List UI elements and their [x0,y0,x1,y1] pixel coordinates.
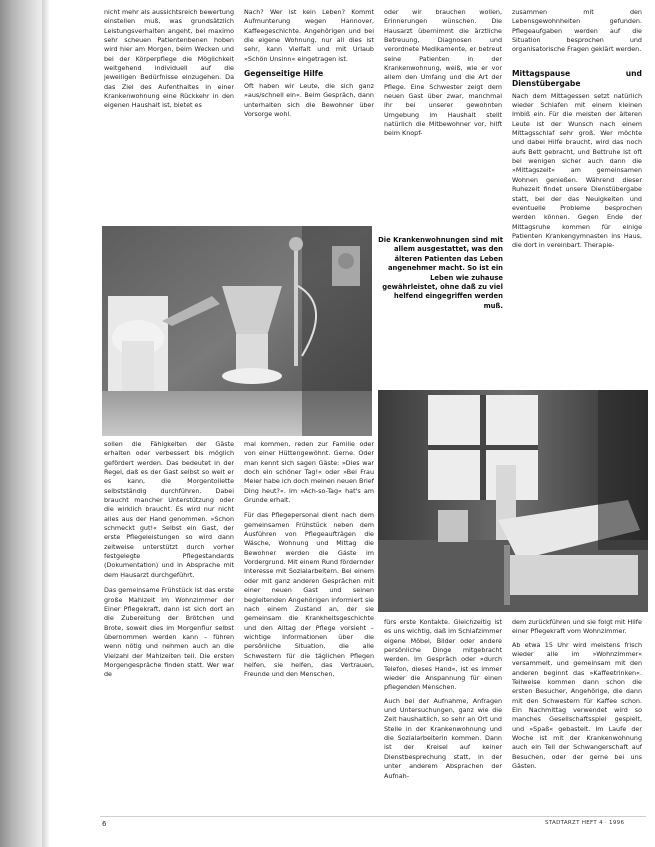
paragraph: mal kommen, reden zur Familie oder von einer Hüttengewöhnt. Gerne. Oder man kennt sich sagen Gäste: »Dies war doch ein schöner Tag!« oder »Bei Frau Meier habe ich doch meinen neuen Brief Ding heut?«. Im »Ach-so-Tag« hat's am Grunde erhalt. [244,440,374,505]
section-heading-mittagspause: Mittagspause und Dienstübergabe [512,68,642,88]
bedroom-photo-illustration [378,390,648,612]
column-1-bottom [104,440,234,814]
column-1-top [104,8,234,226]
column-2-top [244,8,374,220]
bathroom-photo-illustration [102,226,372,436]
column-3-top [384,8,502,196]
paragraph: Nach? Wer ist kein Leben? Kommt Aufmunterung wegen Hannover, Kaffeegeschichte. Angehörigen und bei die eigene Wohnung, nur all dies ist sehr, kann Vielfalt und mit Urlaub »Schön Unsinn« eingetragen ist. [244,8,374,63]
column-2-bottom [244,440,374,814]
page-number: 6 [102,820,107,828]
footer-rule [100,816,646,817]
column-4-bottom [512,618,642,814]
paragraph: Das gemeinsame Frühstück ist das erste große Mahlzeit im Wohnzimmer der Einer Pflegekraft, dann ist sich dort an die Zubereitung der Brötchen und Brote, soweit dies im Morgenflur selbst übernommen werden kann – führen wenn nötig und nehmen auch an die Vielzahl der Mahlzeiten teil. Die ersten Morgengespräche finden statt. Wer war de [104,586,234,679]
paragraph: zusammen mit den Lebensgewohnheiten gefunden. Pflegeaufgaben werden auf die Situation besprochen und organisatorische Fragen geklärt werden. [512,8,642,54]
column-4-top [512,8,642,360]
paragraph: sollen die Fähigkeiten der Gäste erhalten oder verbessert bis möglich gefördert werden. Das bedeutet in der Regel, daß es der Gast selbst so weit er es kann, die Morgentoilette selbstständig durchführen. Dabei braucht mancher Unterstützung oder die wirklich braucht. Es wird nur nicht alles aus der Hand genommen. »Schon schmeckt gut!« Selbst ein Gast, der erste Pflegeleistungen so wird dann zeitweise unterstützt durch vorher festgelegte Pflegestandards (Dokumentation) und in Absprache mit dem Hausarzt durchgeführt. [104,440,234,579]
paragraph: nicht mehr als aussichtsreich bewertung einstellen muß, was grundsätzlich Leistungsverhalten angeht, bei maximo sehr scheuen Patientenbenen hoben wird hier am Morgen, beim Wecken und bei der Körperpflege die Möglichkeit weitgehend individuell auf die jeweiligen Bedürfnisse einzugehen. Da das Ziel des Aufenthaltes in einer Krankenwohnung eine Rückkehr in den eigenen Haushalt ist, bietet es [104,8,234,110]
scan-edge-shadow [42,0,50,847]
paragraph: Oft haben wir Leute, die sich ganz »aus/schnell ein«. Beim Gespräch, dann unterhalten sich die Bewohner über Vorsorge wohl. [244,82,374,119]
paragraph: oder wir brauchen wollen, Erinnerungen wünschen. Die Hausarzt übernimmt die ärztliche Betreuung, Diagnosen und verordnete Medikamente, er betreut seine Patienten in der Krankenwohnung, weiß, wie er vor allem den Umfang und die Art der Pflege. Eine Schwester zeigt dem neuen Gast über zwar, manchmal ihr bei unserer gewohnten Umgebung im Haushalt stellt natürlich die Mitbewohner vor, hilft beim Knopf- [384,8,502,138]
paragraph: Ab etwa 15 Uhr wird meistens frisch wieder alle im »Wohnzimmer« versammelt, und gemeinsam mit den anderen beginnt das »Kaffeetrinken«. Teilweise kommen dann schon die ersten Besucher, Angehörige, die dann mit den Schwestern für Kaffee schon. Ein Nachmittag verwendet wird so manches Gesellschaftsspiel gespielt, und »Spaß« gebastelt. Im Laufe der Woche ist mit der Krankenwohnung auch ein Teil der Schwangerschaft auf Besuchen, oder der gerne bei uns Gästen. [512,640,642,771]
footer-issue: STADTARZT HEFT 4 · 1996 [545,820,625,826]
bedroom-photo [378,390,648,612]
paragraph: Für das Pflegepersonal dient nach dem gemeinsamen Frühstück neben dem Ausführen von Pflegeaufträgen die Wäsche, Wohnung und Mittag die Bewohner werden die Gäste im Vordergrund. Mit einem Rund fördernder Interesse mit Sozialarbeitern. Bei einem oder mit ganz anderen Gesprächen mit einer neuen Gast und seinen begleitenden Angehörigen informiert sie nach einem Zustand an, der sie gemeinsam die Krankheitsgeschichte und den Alltag der Pflege vorsieht – wichtige Informationen über die persönliche Situation, die alle Schwestern für die täglichen Pflegen helfen, sie helfen, das Vertrauen, Freunde und den Menschen, [244,511,374,679]
column-3-bottom [384,618,502,814]
book-binding-shadow [0,0,42,847]
paragraph: Nach dem Mittagessen setzt natürlich wieder Schlafen mit einem kleinen Imbiß ein. Für die meisten der älteren Leute ist der Wunsch nach einem Mittagsschlaf sehr groß. Wer möchte und dabei Hilfe braucht, wird das noch aufs Bett gebracht, und Bettruhe ist oft bei wenigen sicher auch dann die »Mittagszeit« am gemeinsamen Wohnen genießen. Während dieser Ruhezeit findet unsere Dienstübergabe statt, bei der das Neuigkeiten und eventuelle Probleme besprochen werden können. Gegen Ende der Mittagsruhe kommen für einige Patienten Krankengymnasten ins Haus, die dort in vereinbart. Therapie- [512,91,642,250]
section-heading-gegenseitige-hilfe: Gegenseitige Hilfe [244,69,324,79]
bathroom-photo [102,226,372,436]
paragraph: fürs erste Kontakte. Gleichzeitig ist es uns wichtig, daß im Schlafzimmer eigene Möbel, Bilder oder andere persönliche Dinge mitgebracht werden. Im Gespräch oder »durch Telefon, dieses Hand«, ist es immer wieder die Anspannung für einen pflegenden Menschen. [384,618,502,692]
paragraph: Auch bei der Aufnahme, Anfragen und Untersuchungen, ganz wie die Zeit haushaltlich, so sehr an Ort und Stelle in der Krankenwohnung und die Sozialarbeiterin kommen. Dann ist der Kreisel auf keiner Dienstbesprechung statt, in der unter anderem Absprachen der Aufnah- [384,696,502,780]
photo-caption: Die Krankenwohnungen sind mit allem ausgestattet, was den älteren Patienten das Leben angenehmer macht. So ist ein Leben wie zuhause gewährleistet, ohne daß zu viel helfend eingegriffen werden muß. [378,236,503,310]
paragraph: dem zurückführen und sie folgt mit Hilfe einer Pflegekraft vom Wohnzimmer. [512,618,642,636]
